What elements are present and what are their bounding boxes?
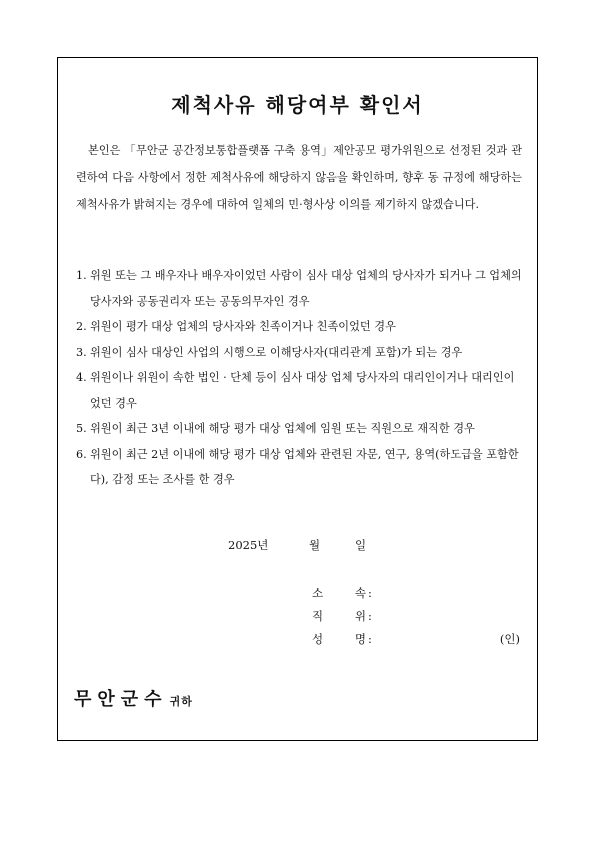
affiliation-label bbox=[312, 584, 366, 602]
recipient-suffix: 귀하 bbox=[169, 695, 193, 708]
name-colon: : bbox=[368, 632, 372, 646]
list-item-text: 위원이 최근 2년 이내에 해당 평가 대상 업체와 관련된 자문, 연구, 용역(하도급을 포함한다), 감정 또는 조사를 한 경우 bbox=[90, 447, 519, 486]
affiliation-label-char: 소 bbox=[312, 586, 324, 600]
list-item bbox=[76, 416, 522, 442]
recipient bbox=[74, 688, 193, 714]
list-item bbox=[76, 314, 522, 340]
intro-paragraph: 본인은 「무안군 공간정보통합플랫폼 구축 용역」제안공모 평가위원으로 선정된 것과 관련하여 다음 사항에서 정한 제척사유에 해당하지 않음을 확인하며, 향후 동 규정에 해당하는 제척사유가 밝혀지는 경우에 대하여 일체의 민·형사상 이의를 제기하지 않겠습니다. bbox=[76, 144, 522, 211]
name-label bbox=[312, 630, 366, 648]
date-day: 일 bbox=[355, 538, 367, 552]
name-label-char: 성 bbox=[312, 632, 324, 646]
list-item-number: 1. bbox=[76, 269, 87, 282]
list-item-text: 위원이 최근 3년 이내에 해당 평가 대상 업체에 임원 또는 직원으로 재직한 경우 bbox=[90, 422, 475, 435]
list-item bbox=[76, 340, 522, 366]
recipient-name: 무안군수 bbox=[74, 689, 168, 710]
list-item-number: 5. bbox=[76, 422, 87, 435]
list-item bbox=[76, 263, 522, 314]
list-item-text: 위원이 심사 대상인 사업의 시행으로 이해당사자(대리관계 포함)가 되는 경우 bbox=[90, 345, 463, 359]
document-frame bbox=[57, 57, 538, 741]
date-month: 월 bbox=[309, 538, 321, 552]
list-item-text: 위원이 평가 대상 업체의 당사자와 친족이거나 친족이었던 경우 bbox=[90, 320, 396, 333]
list-item-number: 6. bbox=[76, 447, 87, 461]
date-year: 2025년 bbox=[228, 538, 269, 552]
affiliation-colon: : bbox=[368, 586, 372, 600]
list-item-number: 3. bbox=[76, 345, 87, 359]
document-title: 제척사유 해당여부 확인서 bbox=[171, 93, 424, 117]
disqualification-list bbox=[76, 263, 522, 493]
list-item bbox=[76, 442, 522, 493]
name-label-char: 명 bbox=[354, 632, 366, 646]
seal-mark: (인) bbox=[499, 632, 520, 646]
list-item bbox=[76, 365, 522, 416]
list-item-number: 4. bbox=[76, 371, 87, 384]
position-label-char: 위 bbox=[354, 609, 366, 623]
list-item-text: 위원이나 위원이 속한 법인 · 단체 등이 심사 대상 업체 당사자의 대리인이거나 대리인이었던 경우 bbox=[90, 371, 515, 410]
list-item-text: 위원 또는 그 배우자나 배우자이었던 사람이 심사 대상 업체의 당사자가 되거나 그 업체의 당사자와 공동권리자 또는 공동의무자인 경우 bbox=[90, 269, 522, 308]
position-label bbox=[312, 607, 366, 625]
affiliation-label-char: 속 bbox=[354, 586, 366, 600]
position-label-char: 직 bbox=[312, 609, 324, 623]
list-item-number: 2. bbox=[76, 320, 87, 333]
position-colon: : bbox=[368, 609, 372, 623]
